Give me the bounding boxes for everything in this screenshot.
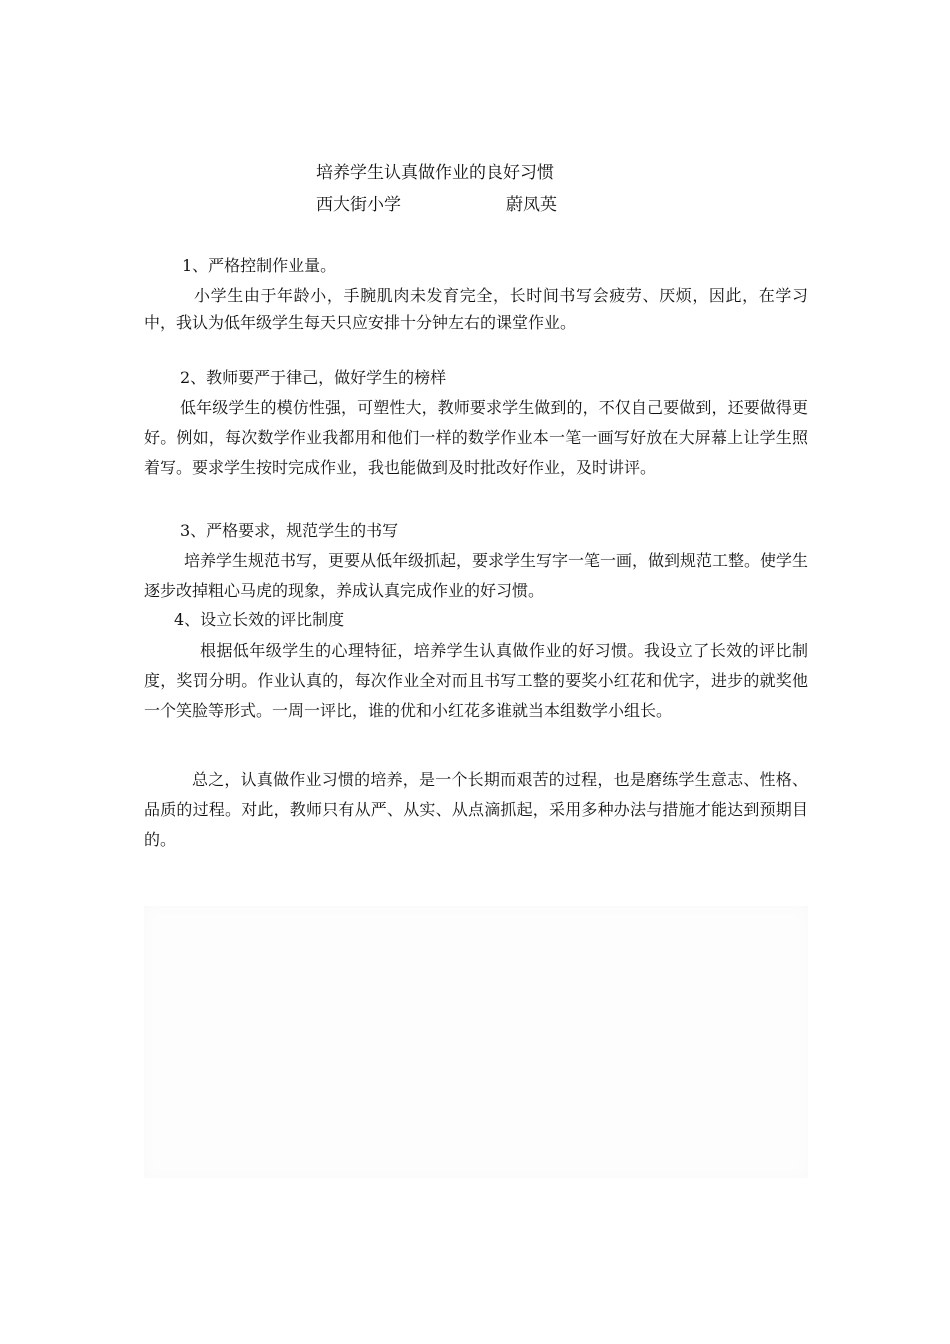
author-name: 蔚凤英 — [506, 195, 557, 215]
document-byline — [316, 192, 557, 218]
section-heading-2: 2、教师要严于律己，做好学生的榜样 — [180, 368, 447, 387]
section-heading-4: 4、设立长效的评比制度 — [174, 610, 345, 629]
section-paragraph-4: 根据低年级学生的心理特征，培养学生认真做作业的好习惯。我设立了长效的评比制度，奖罚分明。作业认真的，每次作业全对而且书写工整的要奖小红花和优字，进步的就奖他一个笑脸等形式。一周一评比，谁的优和小红花多谁就当本组数学小组长。 — [144, 641, 808, 720]
school-name: 西大街小学 — [316, 195, 401, 215]
blank-placeholder-panel — [144, 906, 808, 1178]
section-heading-1: 1、严格控制作业量。 — [182, 256, 337, 275]
section-heading-3: 3、严格要求，规范学生的书写 — [180, 521, 399, 540]
document-title: 培养学生认真做作业的良好习惯 — [316, 163, 554, 183]
section-paragraph-2: 低年级学生的模仿性强，可塑性大，教师要求学生做到的，不仅自己要做到，还要做得更好。例如，每次数学作业我都用和他们一样的数学作业本一笔一画写好放在大屏幕上让学生照着写。要求学生按时完成作业，我也能做到及时批改好作业，及时讲评。 — [144, 398, 808, 477]
section-paragraph-3: 培养学生规范书写，更要从低年级抓起，要求学生写字一笔一画，做到规范工整。使学生逐步改掉粗心马虎的现象，养成认真完成作业的好习惯。 — [144, 551, 809, 600]
section-paragraph-1: 小学生由于年龄小，手腕肌肉未发育完全，长时间书写会疲劳、厌烦，因此，在学习中，我认为低年级学生每天只应安排十分钟左右的课堂作业。 — [144, 286, 808, 332]
conclusion-paragraph: 总之，认真做作业习惯的培养，是一个长期而艰苦的过程，也是磨练学生意志、性格、品质的过程。对此，教师只有从严、从实、从点滴抓起，采用多种办法与措施才能达到预期目的。 — [144, 770, 808, 849]
